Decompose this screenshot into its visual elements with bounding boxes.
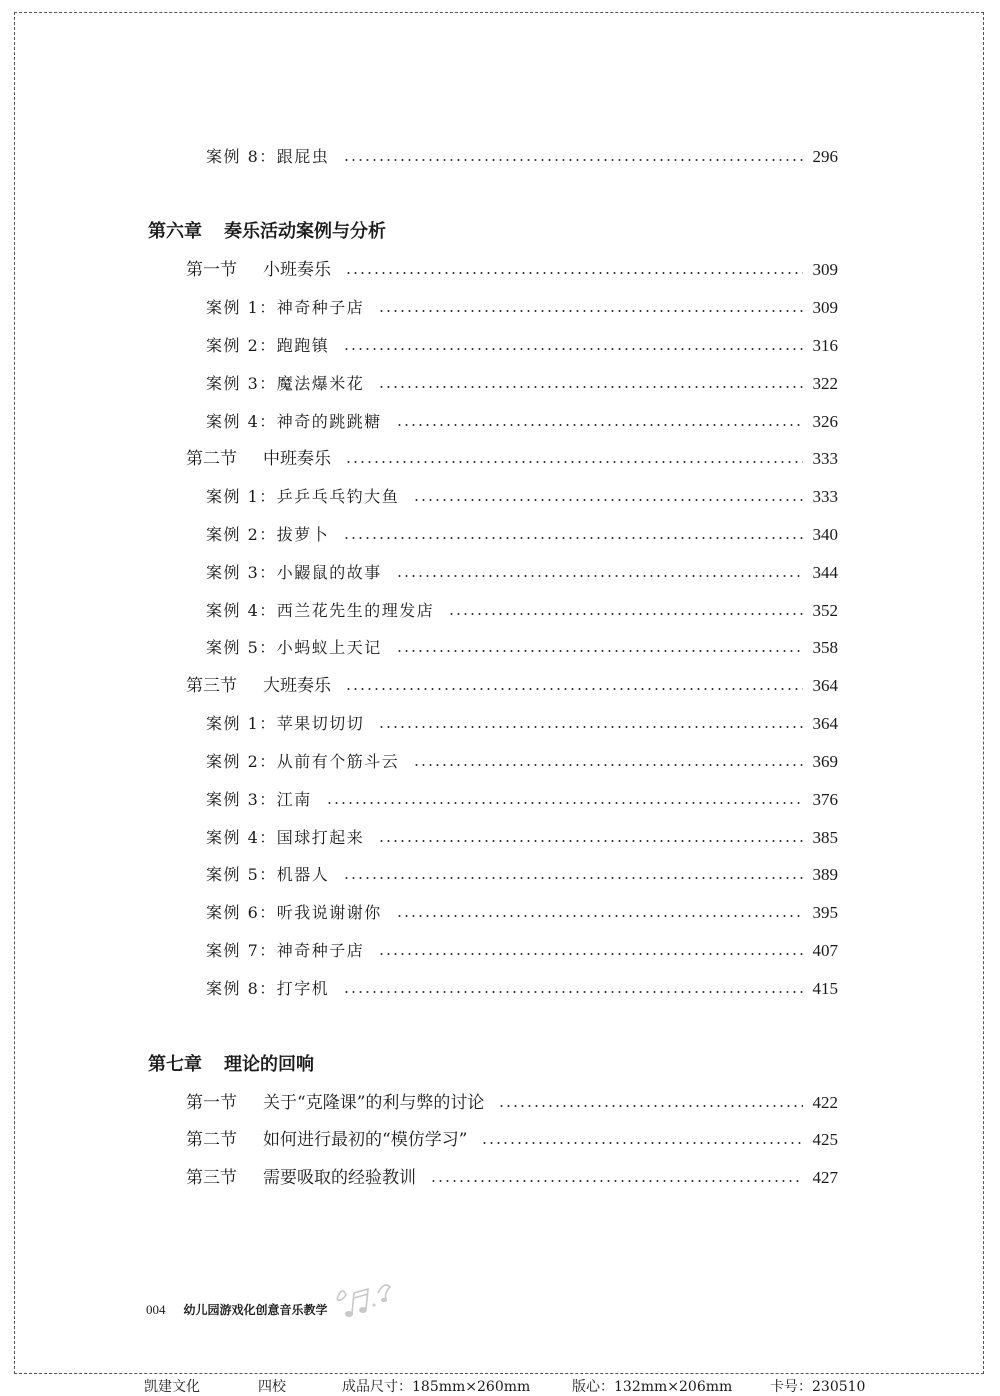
toc-case-entry[interactable] — [206, 411, 838, 433]
dot-leader — [448, 613, 802, 615]
case-label: 案例 2： — [206, 336, 277, 355]
page-number: 352 — [812, 601, 838, 620]
page-number: 316 — [812, 336, 838, 355]
toc-section-entry[interactable] — [186, 448, 838, 470]
page-number: 340 — [812, 525, 838, 544]
page-number: 364 — [812, 676, 838, 695]
toc-case-entry[interactable] — [206, 600, 838, 622]
case-label: 案例 4： — [206, 601, 277, 620]
dot-leader — [378, 310, 802, 312]
case-title: 跑跑镇 — [276, 336, 330, 355]
toc-section-entry[interactable] — [186, 1092, 838, 1114]
page-number: 309 — [812, 260, 838, 279]
section-title: 关于“克隆课”的利与弊的讨论 — [263, 1093, 485, 1113]
page-number: 326 — [812, 412, 838, 431]
dot-leader — [413, 764, 802, 766]
case-title: 江南 — [276, 790, 312, 809]
case-label: 案例 4： — [206, 828, 277, 847]
section-title: 需要吸取的经验教训 — [263, 1168, 416, 1188]
case-title: 神奇的跳跳糖 — [276, 412, 382, 431]
music-notes-icon — [334, 1279, 404, 1324]
print-info-bar — [0, 1376, 1000, 1393]
toc-case-entry[interactable] — [206, 335, 838, 357]
page-number: 296 — [812, 147, 838, 166]
case-title: 打字机 — [276, 979, 330, 998]
case-label: 案例 6： — [206, 903, 277, 922]
case-title: 神奇种子店 — [276, 941, 365, 960]
section-title: 小班奏乐 — [263, 260, 331, 280]
case-label: 案例 7： — [206, 941, 277, 960]
section-label: 第一节 — [186, 1093, 237, 1113]
dot-leader — [343, 537, 802, 539]
case-label: 案例 8： — [206, 147, 277, 166]
toc-case-entry[interactable] — [206, 827, 838, 849]
case-title: 神奇种子店 — [276, 298, 365, 317]
case-title: 小鼹鼠的故事 — [276, 563, 382, 582]
toc-case-entry[interactable] — [206, 524, 838, 546]
case-title: 魔法爆米花 — [276, 374, 365, 393]
case-label: 案例 1： — [206, 714, 277, 733]
section-title: 中班奏乐 — [263, 449, 331, 469]
chapter-title: 奏乐活动案例与分析 — [224, 221, 386, 242]
dot-leader — [343, 991, 802, 993]
section-label: 第三节 — [186, 1168, 237, 1188]
case-title: 听我说谢谢你 — [276, 903, 382, 922]
case-title: 小蚂蚁上天记 — [276, 638, 382, 657]
page-number: 422 — [812, 1093, 838, 1112]
toc-case-entry[interactable] — [206, 751, 838, 773]
case-label: 案例 3： — [206, 563, 277, 582]
case-label: 案例 3： — [206, 790, 277, 809]
toc-case-entry[interactable] — [206, 978, 838, 1000]
page-number: 333 — [812, 449, 838, 468]
chapter-title: 理论的回响 — [224, 1054, 314, 1075]
dot-leader — [396, 424, 803, 426]
case-title: 国球打起来 — [276, 828, 365, 847]
toc-case-entry[interactable] — [206, 486, 838, 508]
footer-page-number: 004 — [146, 1301, 166, 1317]
case-title: 跟屁虫 — [276, 147, 330, 166]
toc-section-entry[interactable] — [186, 1129, 838, 1151]
toc-section-entry[interactable] — [186, 675, 838, 697]
page-number: 358 — [812, 638, 838, 657]
dot-leader — [345, 461, 803, 463]
case-title: 苹果切切切 — [276, 714, 365, 733]
section-title: 大班奏乐 — [263, 676, 331, 696]
dot-leader — [498, 1105, 802, 1107]
toc-case-entry[interactable] — [206, 562, 838, 584]
dot-leader — [396, 650, 803, 652]
case-label: 案例 5： — [206, 865, 277, 884]
page-number: 407 — [812, 941, 838, 960]
toc-section-entry[interactable] — [186, 259, 838, 281]
toc-case-entry[interactable] — [206, 789, 838, 811]
toc-case-entry[interactable] — [206, 637, 838, 659]
dot-leader — [343, 877, 802, 879]
dot-leader — [345, 272, 803, 274]
section-label: 第二节 — [186, 449, 237, 469]
dot-leader — [378, 953, 802, 955]
dot-leader — [378, 726, 802, 728]
page-number: 344 — [812, 563, 838, 582]
page-number: 395 — [812, 903, 838, 922]
dot-leader — [378, 386, 802, 388]
toc-case-entry[interactable] — [206, 297, 838, 319]
case-label: 案例 2： — [206, 752, 277, 771]
section-label: 第三节 — [186, 676, 237, 696]
case-label: 案例 8： — [206, 979, 277, 998]
page-number: 333 — [812, 487, 838, 506]
dot-leader — [345, 688, 803, 690]
toc-case-entry[interactable] — [206, 713, 838, 735]
page-number: 389 — [812, 865, 838, 884]
chapter-label: 第六章 — [148, 221, 202, 242]
case-label: 案例 1： — [206, 298, 277, 317]
case-label: 案例 5： — [206, 638, 277, 657]
page-number: 415 — [812, 979, 838, 998]
case-title: 西兰花先生的理发店 — [276, 601, 435, 620]
page-number: 364 — [812, 714, 838, 733]
dot-leader — [430, 1180, 803, 1182]
page-number: 369 — [812, 752, 838, 771]
card-number-text: 卡号：230510 — [770, 1379, 866, 1395]
footer-book-title: 幼儿园游戏化创意音乐教学 — [183, 1303, 328, 1317]
section-label: 第二节 — [186, 1130, 237, 1150]
toc-case-entry[interactable] — [206, 146, 838, 168]
dot-leader — [396, 575, 803, 577]
chapter-heading[interactable] — [148, 1054, 314, 1076]
toc-case-entry[interactable] — [206, 902, 838, 924]
page-number: 385 — [812, 828, 838, 847]
chapter-heading[interactable] — [148, 221, 386, 243]
case-label: 案例 3： — [206, 374, 277, 393]
case-title: 机器人 — [276, 865, 330, 884]
case-title: 拔萝卜 — [276, 525, 330, 544]
case-title: 从前有个筋斗云 — [276, 752, 400, 771]
case-label: 案例 4： — [206, 412, 277, 431]
page-number: 427 — [812, 1168, 838, 1187]
page-number: 425 — [812, 1130, 838, 1149]
type-area-text: 版心：132mm×206mm — [572, 1379, 733, 1395]
case-title: 乒乒乓乓钓大鱼 — [276, 487, 400, 506]
case-label: 案例 2： — [206, 525, 277, 544]
toc-case-entry[interactable] — [206, 940, 838, 962]
toc-section-entry[interactable] — [186, 1167, 838, 1189]
section-title: 如何进行最初的“模仿学习” — [263, 1130, 468, 1150]
chapter-label: 第七章 — [148, 1054, 202, 1075]
dot-leader — [396, 915, 803, 917]
dot-leader — [343, 348, 802, 350]
proof-text: 四校 — [258, 1379, 286, 1395]
page-footer — [146, 1287, 404, 1332]
dot-leader — [481, 1142, 802, 1144]
page-number: 322 — [812, 374, 838, 393]
dot-leader — [378, 840, 802, 842]
page-number: 309 — [812, 298, 838, 317]
dot-leader — [326, 802, 803, 804]
toc-case-entry[interactable] — [206, 373, 838, 395]
dot-leader — [413, 499, 802, 501]
section-label: 第一节 — [186, 260, 237, 280]
trim-size-text: 成品尺寸：185mm×260mm — [342, 1379, 531, 1395]
dot-leader — [343, 159, 802, 161]
publisher-text: 凯建文化 — [144, 1379, 200, 1395]
case-label: 案例 1： — [206, 487, 277, 506]
toc-case-entry[interactable] — [206, 864, 838, 886]
page-number: 376 — [812, 790, 838, 809]
